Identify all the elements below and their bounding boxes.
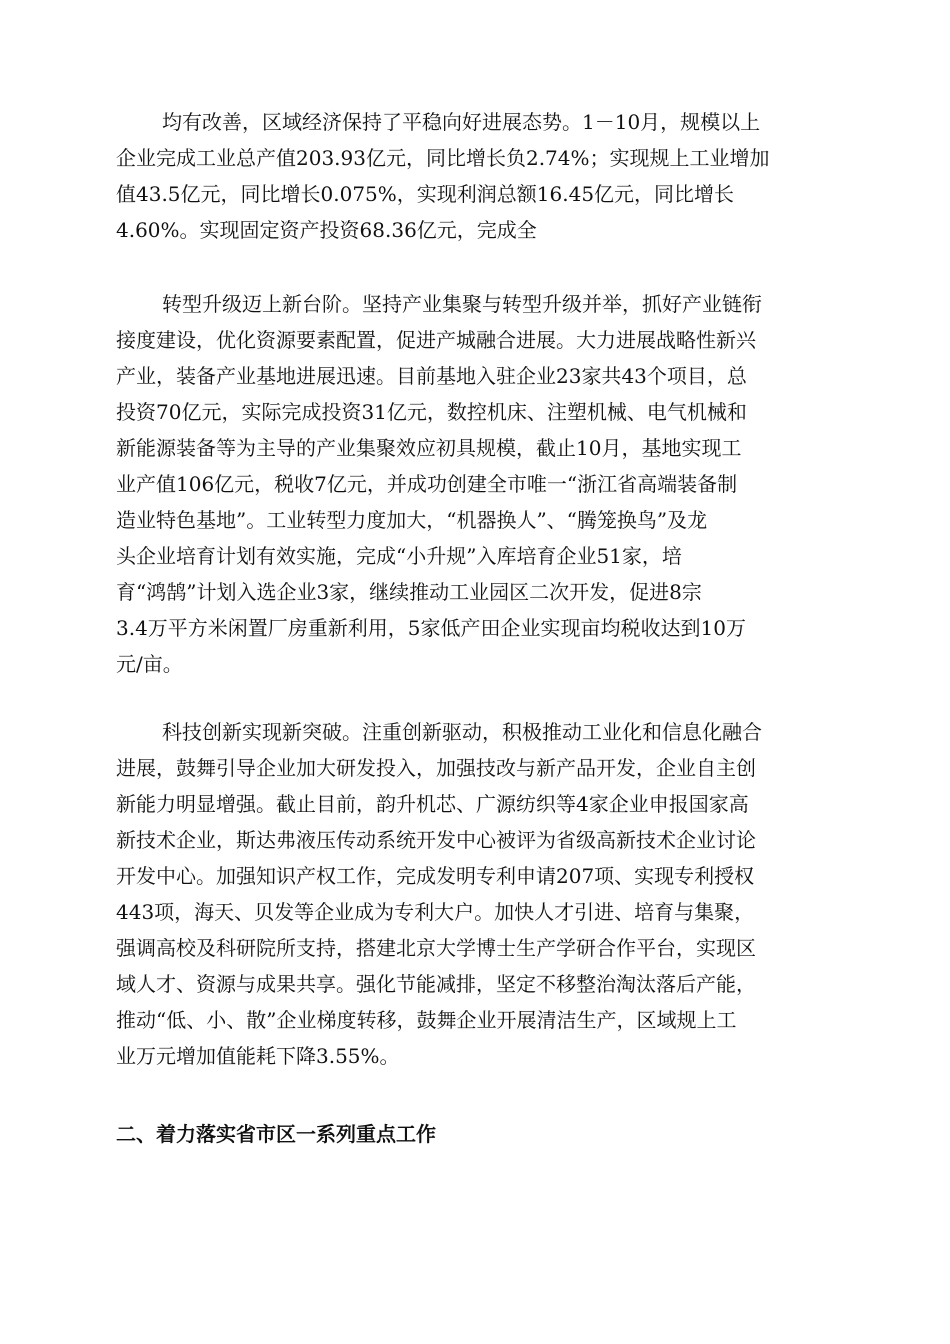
text-line: 接度建设，优化资源要素配置，促进产城融合进展。大力进展战略性新兴 xyxy=(116,328,756,352)
text-line: 均有改善，区域经济保持了平稳向好进展态势。1－10月，规模以上 xyxy=(162,110,761,134)
text-line: 443项，海天、贝发等企业成为专利大户。加快人才引进、培育与集聚， xyxy=(116,900,755,924)
paragraph-transformation xyxy=(116,286,836,682)
paragraph-innovation xyxy=(116,714,836,1074)
text-line: 域人才、资源与成果共享。强化节能减排，坚定不移整治淘汰落后产能， xyxy=(116,972,756,996)
text-line: 投资70亿元，实际完成投资31亿元，数控机床、注塑机械、电气机械和 xyxy=(116,400,747,424)
text-line: 元/亩。 xyxy=(116,652,183,676)
text-line: 值43.5亿元，同比增长0.075%，实现利润总额16.45亿元，同比增长 xyxy=(116,182,735,206)
text-line: 业万元增加值能耗下降3.55%。 xyxy=(116,1044,400,1068)
text-line: 产业，装备产业基地进展迅速。目前基地入驻企业23家共43个项目，总 xyxy=(116,364,747,388)
text-line: 科技创新实现新突破。注重创新驱动，积极推动工业化和信息化融合 xyxy=(162,720,762,744)
text-line: 造业特色基地”。工业转型力度加大，“机器换人”、“腾笼换鸟”及龙 xyxy=(116,508,708,532)
text-line: 开发中心。加强知识产权工作，完成发明专利申请207项、实现专利授权 xyxy=(116,864,755,888)
section-heading: 二、着力落实省市区一系列重点工作 xyxy=(116,1122,436,1146)
text-line: 业产值106亿元，税收7亿元，并成功创建全市唯一“浙江省高端装备制 xyxy=(116,472,738,496)
text-line: 育“鸿鹄”计划入选企业3家，继续推动工业园区二次开发，促进8宗 xyxy=(116,580,702,604)
text-line: 新能力明显增强。截止目前，韵升机芯、广源纺织等4家企业申报国家高 xyxy=(116,792,749,816)
text-line: 转型升级迈上新台阶。坚持产业集聚与转型升级并举，抓好产业链衔 xyxy=(162,292,762,316)
text-line: 进展，鼓舞引导企业加大研发投入，加强技改与新产品开发，企业自主创 xyxy=(116,756,756,780)
text-line: 强调高校及科研院所支持，搭建北京大学博士生产学研合作平台，实现区 xyxy=(116,936,756,960)
text-line: 企业完成工业总产值203.93亿元，同比增长负2.74%；实现规上工业增加 xyxy=(116,146,770,170)
text-line: 4.60%。实现固定资产投资68.36亿元，完成全 xyxy=(116,218,537,242)
text-line: 新技术企业，斯达弗液压传动系统开发中心被评为省级高新技术企业讨论 xyxy=(116,828,756,852)
text-line: 头企业培育计划有效实施，完成“小升规”入库培育企业51家，培 xyxy=(116,544,682,568)
text-line: 推动“低、小、散”企业梯度转移，鼓舞企业开展清洁生产，区域规上工 xyxy=(116,1008,737,1032)
text-line: 新能源装备等为主导的产业集聚效应初具规模，截止10月，基地实现工 xyxy=(116,436,742,460)
text-line: 3.4万平方米闲置厂房重新利用，5家低产田企业实现亩均税收达到10万 xyxy=(116,616,746,640)
paragraph-economy xyxy=(116,104,836,248)
